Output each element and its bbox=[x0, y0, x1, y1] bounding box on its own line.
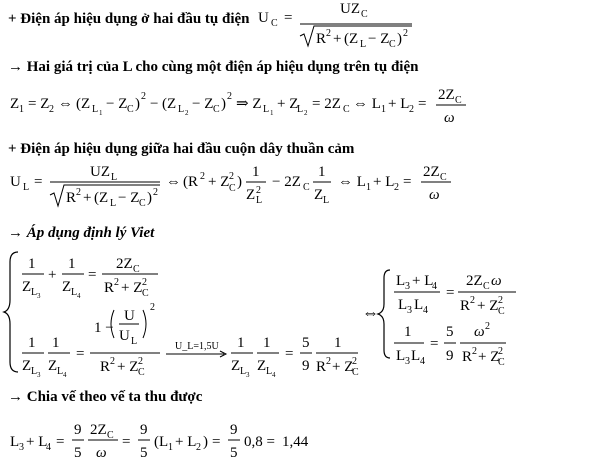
svg-text:2: 2 bbox=[153, 187, 158, 198]
svg-text:2: 2 bbox=[229, 171, 234, 182]
svg-text:L: L bbox=[396, 273, 406, 289]
svg-text:R: R bbox=[462, 349, 473, 365]
svg-text:L: L bbox=[263, 104, 270, 115]
svg-text:+: + bbox=[48, 267, 57, 283]
svg-text:Z: Z bbox=[22, 358, 32, 374]
svg-text:=: = bbox=[56, 434, 65, 450]
svg-text:=: = bbox=[403, 174, 412, 190]
heading-divide-sides: → Chia vế theo vế ta thu được bbox=[8, 389, 203, 405]
svg-text:2: 2 bbox=[394, 182, 399, 193]
svg-text:9: 9 bbox=[74, 422, 82, 438]
svg-text:(Z: (Z bbox=[344, 31, 359, 47]
svg-text:+ L: + L bbox=[388, 96, 410, 112]
svg-text:9: 9 bbox=[230, 422, 238, 438]
svg-text:UZ: UZ bbox=[340, 1, 360, 17]
heading-inductor-voltage: + Điện áp hiệu dụng giữa hai đầu cuộn dây thuần cảm bbox=[8, 141, 355, 157]
svg-text:− Z: − Z bbox=[368, 31, 390, 47]
svg-text:C: C bbox=[389, 39, 396, 50]
svg-text:Z: Z bbox=[231, 358, 241, 374]
heading-viet-theorem: → Áp dụng định lý Viet bbox=[8, 225, 155, 241]
svg-text:): ) bbox=[203, 434, 208, 450]
svg-text:=: = bbox=[122, 434, 131, 450]
svg-text:4: 4 bbox=[63, 371, 67, 379]
svg-text:C: C bbox=[271, 18, 278, 29]
svg-text:5: 5 bbox=[230, 445, 238, 461]
svg-text:L: L bbox=[110, 198, 117, 209]
svg-text:⇔ L: ⇔ L bbox=[338, 174, 366, 190]
svg-text:Z: Z bbox=[62, 279, 72, 295]
svg-text:⇔: ⇔ bbox=[166, 174, 181, 190]
svg-text:+ Z: + Z bbox=[277, 96, 299, 112]
svg-text:+ Z: + Z bbox=[117, 359, 139, 375]
svg-text:1: 1 bbox=[318, 164, 326, 180]
svg-text:3: 3 bbox=[246, 371, 250, 379]
svg-text:2: 2 bbox=[76, 187, 81, 198]
svg-text:1: 1 bbox=[263, 335, 271, 351]
svg-text:4: 4 bbox=[432, 281, 437, 292]
svg-text:C: C bbox=[133, 264, 140, 275]
heading-two-values-of-L: → Hai giá trị của L cho cùng một điện áp hiệu dụng trên tụ điện bbox=[8, 59, 419, 75]
svg-text:C: C bbox=[498, 306, 505, 317]
svg-text:=: = bbox=[34, 174, 43, 190]
svg-text:+ Z: + Z bbox=[332, 359, 354, 375]
svg-text:R: R bbox=[460, 298, 471, 314]
svg-text:L: L bbox=[411, 348, 421, 364]
svg-text:): ) bbox=[397, 31, 402, 47]
svg-text:ω: ω bbox=[429, 187, 440, 203]
svg-text:U: U bbox=[258, 10, 269, 26]
svg-text:4: 4 bbox=[272, 371, 276, 379]
svg-text:L: L bbox=[414, 297, 424, 313]
svg-text:1: 1 bbox=[366, 182, 371, 193]
svg-text:9: 9 bbox=[446, 348, 454, 364]
svg-text:L: L bbox=[57, 366, 64, 377]
svg-text:2: 2 bbox=[114, 277, 119, 288]
svg-text:2: 2 bbox=[352, 356, 357, 367]
svg-text:C: C bbox=[107, 430, 114, 441]
svg-text:5: 5 bbox=[302, 335, 310, 351]
viet-system-left bbox=[4, 252, 359, 379]
svg-text:ω: ω bbox=[96, 445, 107, 461]
svg-text:UZ: UZ bbox=[90, 164, 110, 180]
svg-text:C: C bbox=[361, 9, 368, 20]
svg-text:C: C bbox=[352, 367, 359, 378]
svg-text:L: L bbox=[71, 287, 78, 298]
svg-text:− Z: − Z bbox=[106, 96, 128, 112]
svg-text:⇒ Z: ⇒ Z bbox=[236, 96, 262, 112]
svg-text:): ) bbox=[237, 174, 242, 190]
svg-text:L: L bbox=[131, 336, 138, 347]
svg-text:⇔ L: ⇔ L bbox=[353, 96, 381, 112]
svg-text:2: 2 bbox=[485, 321, 490, 332]
svg-text:R: R bbox=[316, 359, 327, 375]
svg-text:4: 4 bbox=[77, 292, 81, 300]
svg-text:2: 2 bbox=[185, 109, 189, 117]
svg-text:3: 3 bbox=[37, 371, 41, 379]
svg-text:2: 2 bbox=[326, 28, 331, 39]
svg-text:0,8 =: 0,8 = bbox=[244, 434, 275, 450]
svg-text:U: U bbox=[10, 174, 21, 190]
svg-text:R: R bbox=[104, 280, 115, 296]
svg-text:2Z: 2Z bbox=[466, 273, 483, 289]
svg-text:Z: Z bbox=[257, 358, 267, 374]
svg-text:=: = bbox=[212, 434, 221, 450]
svg-text:C: C bbox=[303, 182, 310, 193]
svg-text:): ) bbox=[221, 96, 226, 112]
svg-text:(L: (L bbox=[154, 434, 169, 450]
svg-text:2: 2 bbox=[150, 302, 155, 313]
svg-text:4: 4 bbox=[420, 356, 425, 367]
svg-text:+ L: + L bbox=[373, 174, 395, 190]
svg-text:2: 2 bbox=[142, 277, 147, 288]
svg-text:5: 5 bbox=[446, 324, 454, 340]
svg-text:U: U bbox=[124, 308, 135, 324]
formula-uc bbox=[258, 1, 412, 50]
svg-text:2: 2 bbox=[470, 295, 475, 306]
svg-text:− 2Z: − 2Z bbox=[272, 174, 301, 190]
svg-text:3: 3 bbox=[37, 292, 41, 300]
svg-text:C: C bbox=[483, 281, 490, 292]
svg-text:= 2Z: = 2Z bbox=[312, 96, 341, 112]
svg-text:): ) bbox=[135, 96, 140, 112]
svg-text:C: C bbox=[213, 104, 220, 115]
formula-final bbox=[10, 422, 309, 461]
svg-text:L: L bbox=[396, 348, 406, 364]
svg-text:Z: Z bbox=[48, 358, 58, 374]
heading-capacitor-voltage: + Điện áp hiệu dụng ở hai đầu tụ điện bbox=[8, 11, 250, 27]
svg-text:(Z: (Z bbox=[162, 96, 177, 112]
svg-text:1: 1 bbox=[270, 109, 274, 117]
svg-text:2Z: 2Z bbox=[438, 87, 455, 103]
svg-text:=: = bbox=[88, 267, 97, 283]
svg-text:(Z: (Z bbox=[76, 96, 91, 112]
svg-text:+ Z: + Z bbox=[478, 349, 500, 365]
svg-text:+ L: + L bbox=[175, 434, 197, 450]
svg-text:1: 1 bbox=[28, 335, 36, 351]
svg-text:1: 1 bbox=[404, 324, 412, 340]
svg-text:L: L bbox=[31, 366, 38, 377]
svg-text:2: 2 bbox=[49, 104, 54, 115]
svg-text:+: + bbox=[333, 31, 342, 47]
svg-text:1: 1 bbox=[19, 104, 24, 115]
svg-text:2: 2 bbox=[227, 91, 232, 102]
svg-text:1: 1 bbox=[99, 109, 103, 117]
svg-text:(Z: (Z bbox=[94, 190, 109, 206]
svg-text:2: 2 bbox=[138, 356, 143, 367]
svg-text:− Z: − Z bbox=[192, 96, 214, 112]
condition-label: U_L=1,5U bbox=[175, 341, 219, 352]
svg-text:L: L bbox=[92, 104, 99, 115]
svg-text:C: C bbox=[440, 172, 447, 183]
svg-text:C: C bbox=[229, 183, 236, 194]
svg-text:1: 1 bbox=[52, 335, 60, 351]
svg-text:Z: Z bbox=[246, 187, 256, 203]
svg-text:4: 4 bbox=[423, 305, 428, 316]
svg-text:L: L bbox=[178, 104, 185, 115]
svg-text:L: L bbox=[266, 366, 273, 377]
svg-text:1: 1 bbox=[334, 335, 342, 351]
svg-text:2: 2 bbox=[409, 104, 414, 115]
svg-text:R: R bbox=[100, 359, 111, 375]
svg-text:C: C bbox=[498, 357, 505, 368]
svg-text:C: C bbox=[138, 367, 145, 378]
svg-text:2: 2 bbox=[200, 171, 205, 182]
svg-text:− Z: − Z bbox=[118, 190, 140, 206]
svg-text:5: 5 bbox=[140, 445, 148, 461]
svg-text:ω: ω bbox=[474, 324, 485, 340]
svg-text:1: 1 bbox=[28, 256, 36, 272]
svg-text:2Z: 2Z bbox=[116, 256, 133, 272]
svg-text:C: C bbox=[142, 288, 149, 299]
svg-text:−: − bbox=[150, 96, 159, 112]
svg-text:1: 1 bbox=[68, 256, 76, 272]
svg-text:C: C bbox=[127, 104, 134, 115]
svg-text:=: = bbox=[446, 285, 455, 301]
svg-text:C: C bbox=[343, 104, 350, 115]
svg-text:R: R bbox=[66, 190, 77, 206]
svg-text:L: L bbox=[10, 434, 20, 450]
svg-text:+ L: + L bbox=[412, 273, 434, 289]
svg-text:= Z: = Z bbox=[28, 96, 50, 112]
svg-text:Z: Z bbox=[10, 96, 20, 112]
svg-text:2: 2 bbox=[141, 91, 146, 102]
svg-text:R: R bbox=[316, 31, 327, 47]
svg-text:+ Z: + Z bbox=[121, 280, 143, 296]
svg-text:4: 4 bbox=[46, 442, 51, 453]
formula-ul bbox=[10, 164, 451, 209]
svg-text:C: C bbox=[139, 198, 146, 209]
svg-text:L: L bbox=[256, 195, 263, 206]
svg-text:=: = bbox=[418, 96, 427, 112]
svg-text:L: L bbox=[360, 39, 367, 50]
viet-system-right bbox=[378, 270, 516, 368]
svg-text:3: 3 bbox=[407, 305, 412, 316]
svg-text:3: 3 bbox=[19, 442, 24, 453]
svg-text:L: L bbox=[111, 172, 118, 183]
equivalence-symbol: ⇔ bbox=[362, 303, 379, 322]
svg-text:3: 3 bbox=[405, 356, 410, 367]
svg-text:+ Z: + Z bbox=[208, 174, 230, 190]
svg-text:C: C bbox=[455, 95, 462, 106]
svg-text:U: U bbox=[119, 328, 130, 344]
svg-text:=: = bbox=[430, 336, 439, 352]
svg-text:9: 9 bbox=[140, 422, 148, 438]
svg-text:2Z: 2Z bbox=[90, 422, 107, 438]
svg-text:ω: ω bbox=[444, 110, 455, 126]
svg-text:1 −: 1 − bbox=[94, 320, 114, 336]
svg-text:2: 2 bbox=[256, 185, 261, 196]
svg-text:(R: (R bbox=[183, 174, 198, 190]
svg-text:L: L bbox=[240, 366, 247, 377]
svg-text:2: 2 bbox=[110, 356, 115, 367]
svg-text:+: + bbox=[83, 190, 92, 206]
svg-text:L: L bbox=[323, 195, 330, 206]
final-result: 1,44 bbox=[282, 434, 309, 450]
svg-text:2: 2 bbox=[196, 442, 201, 453]
svg-text:9: 9 bbox=[302, 358, 310, 374]
svg-text:L: L bbox=[297, 104, 304, 115]
svg-text:1: 1 bbox=[168, 442, 173, 453]
svg-text:L: L bbox=[31, 287, 38, 298]
svg-text:=: = bbox=[284, 10, 293, 26]
svg-text:1: 1 bbox=[381, 104, 386, 115]
svg-text:Z: Z bbox=[314, 187, 324, 203]
svg-text:2Z: 2Z bbox=[423, 164, 440, 180]
svg-text:=: = bbox=[285, 346, 294, 362]
formula-z1-z2 bbox=[10, 87, 466, 126]
svg-text:⇔: ⇔ bbox=[58, 96, 73, 112]
svg-text:+ L: + L bbox=[26, 434, 48, 450]
svg-text:3: 3 bbox=[405, 281, 410, 292]
svg-text:2: 2 bbox=[498, 295, 503, 306]
svg-text:ω: ω bbox=[491, 273, 502, 289]
svg-text:L: L bbox=[398, 297, 408, 313]
svg-text:=: = bbox=[76, 346, 85, 362]
svg-text:2: 2 bbox=[498, 346, 503, 357]
svg-text:L: L bbox=[23, 182, 30, 193]
svg-text:2: 2 bbox=[472, 346, 477, 357]
svg-text:5: 5 bbox=[74, 445, 82, 461]
svg-text:2: 2 bbox=[403, 28, 408, 39]
svg-text:2: 2 bbox=[326, 356, 331, 367]
svg-text:): ) bbox=[147, 190, 152, 206]
svg-text:Z: Z bbox=[22, 279, 32, 295]
svg-text:2: 2 bbox=[304, 109, 308, 117]
svg-text:1: 1 bbox=[237, 335, 245, 351]
svg-text:1: 1 bbox=[252, 164, 260, 180]
svg-text:+ Z: + Z bbox=[477, 298, 499, 314]
